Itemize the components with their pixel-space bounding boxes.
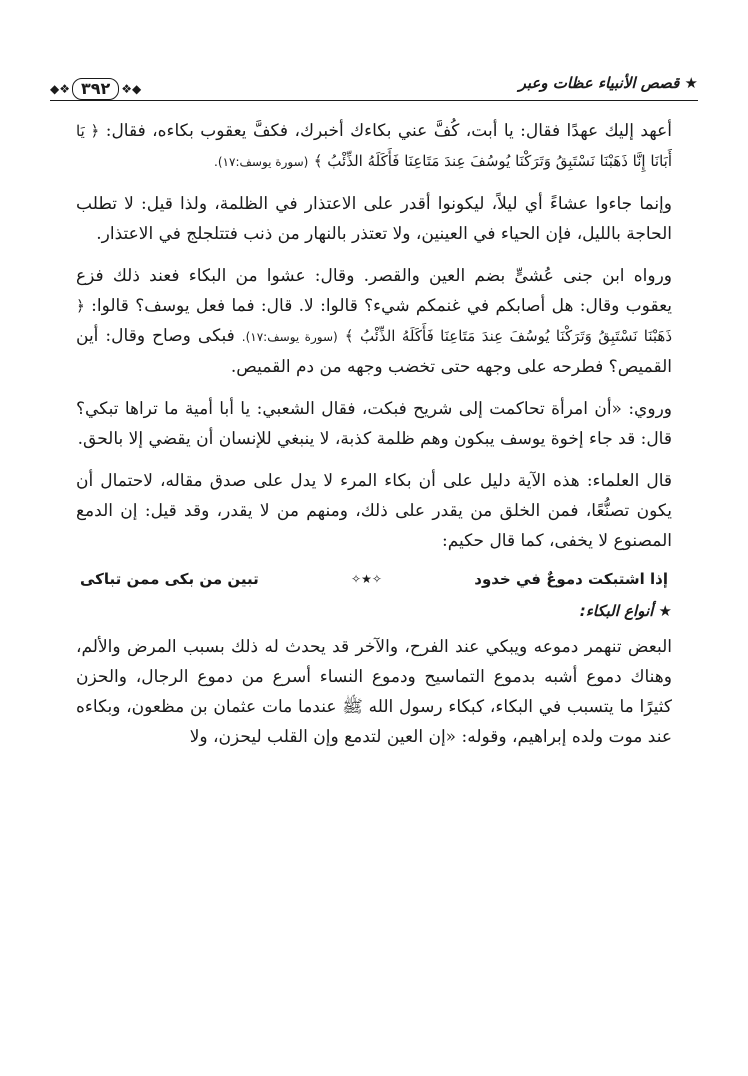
- paragraph-6: البعض تنهمر دموعه ويبكي عند الفرح، والآخر قد يحدث له ذلك بسبب المرض والألم، وهناك دموع أشبه بدموع التماسيح ودموع النساء أسرع من دموع الرجال، والحزن كثيرًا ما يتسبب في البكاء، كبكاء رسول الله ﷺ عندما مات عثمان بن مظعون، وبكاءه عند موت ولده إبراهيم، وقوله: «إن العين لتدمع وإن القلب ليحزن، ولا: [76, 637, 672, 747]
- header-rule: [50, 100, 698, 101]
- poem-verse: [76, 570, 672, 588]
- ornament-left-icon: ◆❖: [50, 82, 70, 96]
- page-number: [50, 78, 147, 100]
- paragraph-5: قال العلماء: هذه الآية دليل على أن بكاء المرء لا يدل على صدق مقاله، لاحتمال أن يكون تصنُّعًا، فمن الخلق من يقدر على ذلك، ومنهم من لا يقدر، وقد قيل: إن الدمع المصنوع لا يخفى، كما قال حكيم:: [76, 471, 672, 551]
- ornament-right-icon: ❖◆: [121, 82, 142, 96]
- quran-verse: ﴿ ذَهَبْنَا نَسْتَبِقُ وَتَرَكْنَا يُوسُفَ عِندَ مَتَاعِنَا فَأَكَلَهُ الذِّئْبُ ﴾: [76, 297, 672, 345]
- paragraph-3: ورواه ابن جنى عُشىٍّ بضم العين والقصر. وقال: عشوا من البكاء فعند ذلك فزع يعقوب وقال: هل أصابكم في غنمكم شيء؟ قالوا: لا. قال: فما فعل يوسف؟ قالوا: ﴿ ذَهَبْنَا نَسْتَبِقُ وَتَرَكْنَا يُوسُفَ عِندَ مَتَاعِنَا فَأَكَلَهُ الذِّئْبُ ﴾ (سورة يوسف:١٧). فبكى وصاح وقال: أين القميص؟ فطرحه على وجهه حتى تخضب وجهه من دم القميص.: [76, 266, 672, 377]
- quran-verse: ﴿ يَا أَبَانَا إِنَّا ذَهَبْنَا نَسْتَبِقُ وَتَرَكْنَا يُوسُفَ عِندَ مَتَاعِنَا فَأَكَلَهُ الذِّئْبُ ﴾: [76, 122, 672, 170]
- verse-reference: (سورة يوسف:١٧).: [214, 155, 309, 169]
- page-body: [76, 116, 672, 758]
- page-header: [50, 74, 698, 108]
- paragraph-4: وروي: «أن امرأة تحاكمت إلى شريح فبكت، فقال الشعبي: يا أبا أمية ما تراها تبكي؟ قال: قد جاء إخوة يوسف يبكون وهم ظلمة كذبة، لا ينبغي للإنسان أن يقضي إلا بالحق.: [76, 399, 672, 449]
- paragraph-2: وإنما جاءوا عشاءً أي ليلاً، ليكونوا أقدر على الاعتذار في الظلمة، ولذا قيل: لا تطلب الحاجة بالليل، فإن الحياء في العينين، ولا تعتذر بالنهار من ذنب فتتلجلج في الاعتذار.: [76, 194, 672, 244]
- poem-first-hemistich: إذا اشتبكت دموعٌ في خدود: [474, 570, 668, 588]
- paragraph-1: أعهد إليك عهدًا فقال: يا أبت، كُفَّ عني بكاءك أخبرك، فكفَّ يعقوب بكاءه، فقال: ﴿ يَا أَبَانَا إِنَّا ذَهَبْنَا نَسْتَبِقُ وَتَرَكْنَا يُوسُفَ عِندَ مَتَاعِنَا فَأَكَلَهُ الذِّئْبُ ﴾ (سورة يوسف:١٧).: [76, 121, 672, 170]
- poem-second-hemistich: تبين من بكى ممن تباكى: [80, 570, 259, 588]
- section-heading: ★ أنواع البكاء:: [579, 602, 672, 620]
- poem-separator-icon: ✧★✧: [351, 572, 382, 586]
- book-title: ★ قصص الأنبياء عظات وعبر: [513, 74, 698, 92]
- verse-reference: (سورة يوسف:١٧).: [241, 330, 338, 344]
- page-number-value: ٣٩٢: [72, 78, 119, 100]
